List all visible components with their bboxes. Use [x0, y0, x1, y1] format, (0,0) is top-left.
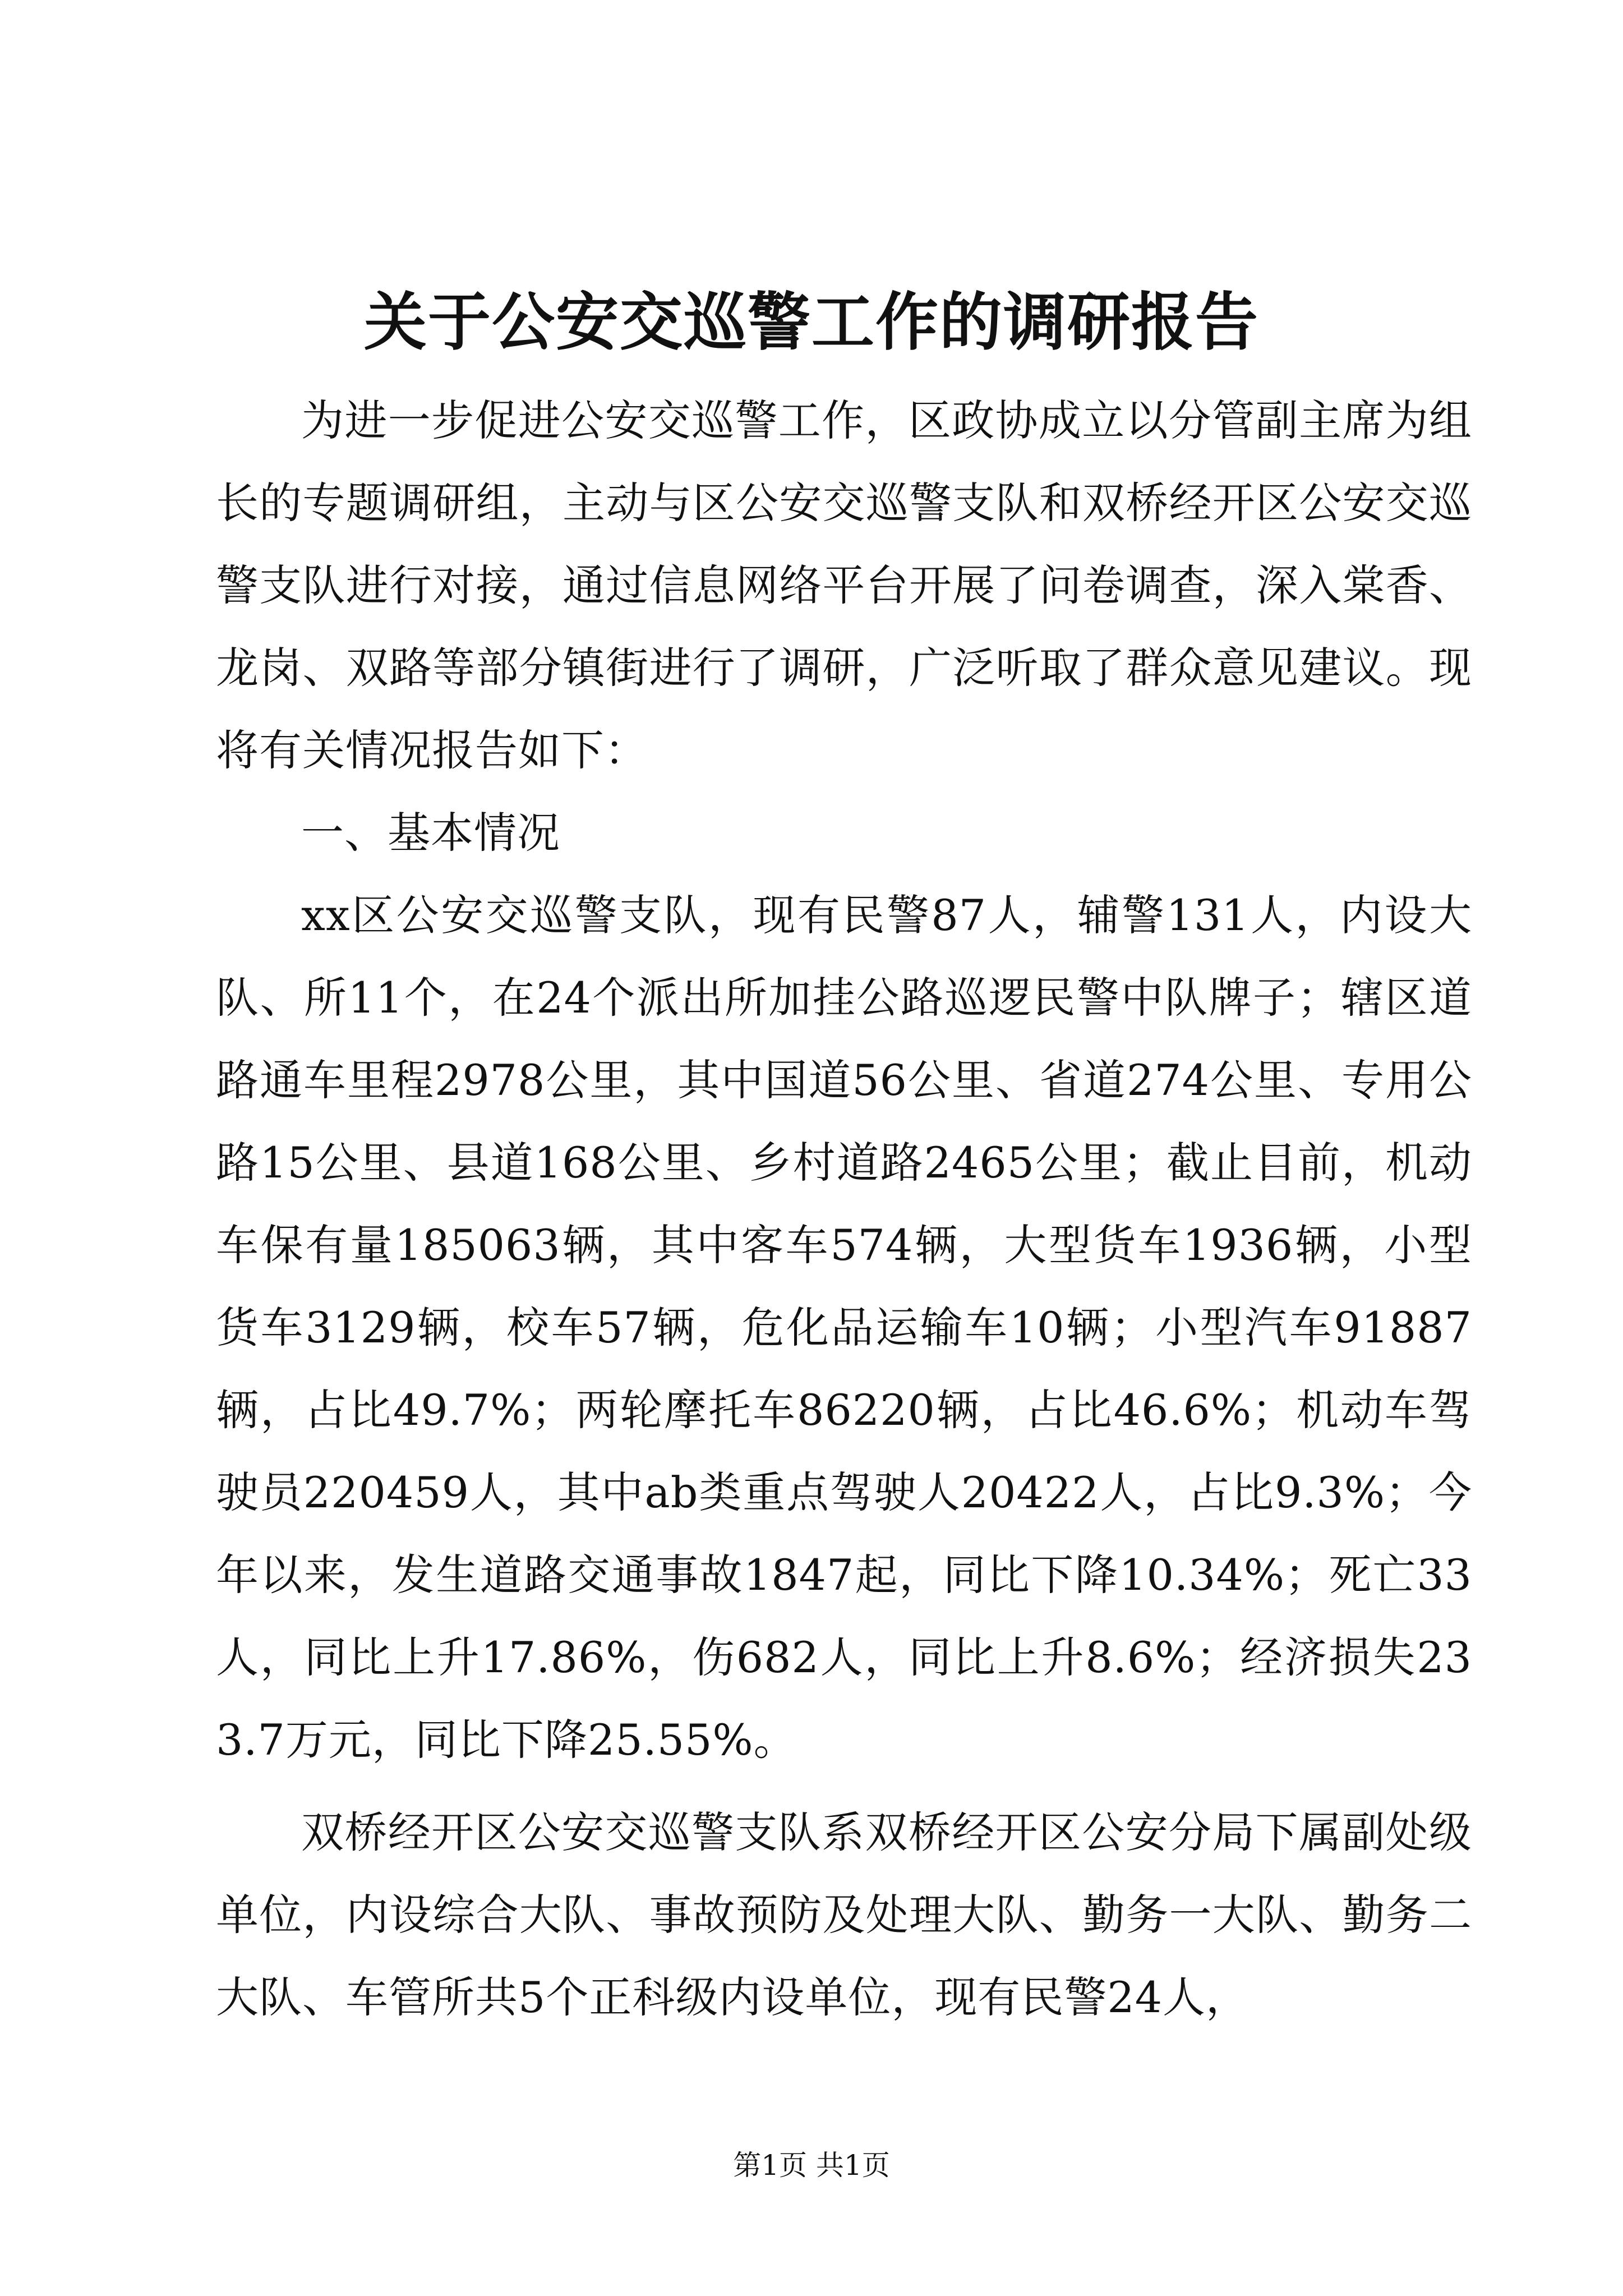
- page-footer: 第1页 共1页: [733, 2149, 890, 2182]
- document-body: [216, 379, 1472, 2039]
- paragraph-xx-district-detachment: xx区公安交巡警支队，现有民警87人，辅警131人，内设大队、所11个，在24个派出所加挂公路巡逻民警中队牌子；辖区道路通车里程2978公里，其中国道56公里、省道274公里、专用公路15公里、县道168公里、乡村道路2465公里；截止目前，机动车保有量185063辆，其中客车574辆，大型货车1936辆，小型货车3129辆，校车57辆，危化品运输车10辆；小型汽车91887辆，占比49.7%；两轮摩托车86220辆，占比46.6%；机动车驾驶员220459人，其中ab类重点驾驶人20422人，占比9.3%；今年以来，发生道路交通事故1847起，同比下降10.34%；死亡33人，同比上升17.86%，伤682人，同比上升8.6%；经济损失233.7万元，同比下降25.55%。: [216, 890, 1472, 1765]
- paragraph-shuangqiao-detachment: 双桥经开区公安交巡警支队系双桥经开区公安分局下属副处级单位，内设综合大队、事故预防及处理大队、勤务一大队、勤务二大队、车管所共5个正科级内设单位，现有民警24人，: [216, 1807, 1472, 2022]
- document-title: 关于公安交巡警工作的调研报告: [364, 286, 1259, 359]
- paragraph-intro: 为进一步促进公安交巡警工作，区政协成立以分管副主席为组长的专题调研组，主动与区公安交巡警支队和双桥经开区公安交巡警支队进行对接，通过信息网络平台开展了问卷调查，深入棠香、龙岗、双路等部分镇街进行了调研，广泛听取了群众意见建议。现将有关情况报告如下：: [216, 395, 1472, 775]
- section-heading-basic-situation: 一、基本情况: [301, 808, 560, 858]
